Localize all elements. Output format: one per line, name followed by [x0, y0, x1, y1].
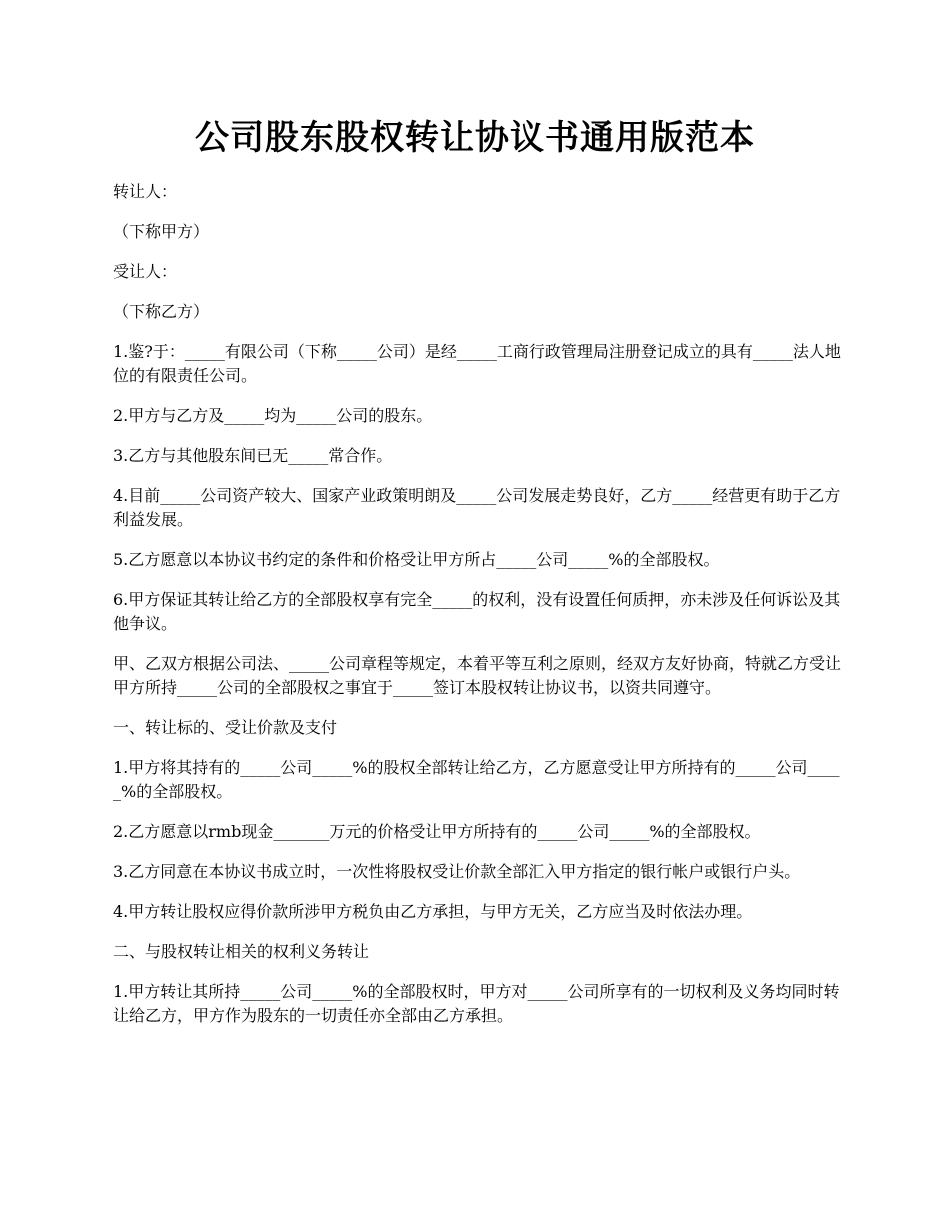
section-2-heading: 二、与股权转让相关的权利义务转让	[113, 942, 370, 961]
transferee-label: 受让人：	[113, 262, 178, 281]
document-title: 公司股东股权转让协议书通用版范本	[195, 118, 755, 158]
section-1-clause-2: 2.乙方愿意以rmb现金_______万元的价格受让甲方所持有的_____公司_____%的全部股权。	[113, 822, 761, 841]
recital-4: 4.目前_____公司资产较大、国家产业政策明朗及_____公司发展走势良好，乙方_____经营更有助于乙方利益发展。	[113, 486, 841, 529]
section-1-clause-4: 4.甲方转让股权应得价款所涉甲方税负由乙方承担，与甲方无关，乙方应当及时依法办理。	[113, 902, 753, 921]
recital-3: 3.乙方与其他股东间已无_____常合作。	[113, 446, 393, 465]
document-body	[113, 180, 850, 1044]
recital-2: 2.甲方与乙方及_____均为_____公司的股东。	[113, 406, 433, 425]
recital-5: 5.乙方愿意以本协议书约定的条件和价格受让甲方所占_____公司_____%的全部股权。	[113, 550, 720, 569]
preamble: 甲、乙双方根据公司法、_____公司章程等规定，本着平等互利之原则，经双方友好协商，特就乙方受让甲方所持_____公司的全部股权之事宜于_____签订本股权转让协议书，以资共同遵守。	[113, 654, 842, 697]
section-2-clause-1: 1.甲方转让其所持_____公司_____%的全部股权时，甲方对_____公司所享有的一切权利及义务均同时转让给乙方，甲方作为股东的一切责任亦全部由乙方承担。	[113, 982, 840, 1025]
section-1-clause-1: 1.甲方将其持有的_____公司_____%的股权全部转让给乙方，乙方愿意受让甲方所持有的_____公司_____%的全部股权。	[113, 758, 840, 801]
party-a-note: （下称甲方）	[113, 222, 210, 241]
recital-6: 6.甲方保证其转让给乙方的全部股权享有完全_____的权利，没有设置任何质押，亦未涉及任何诉讼及其他争议。	[113, 590, 841, 633]
section-1-heading: 一、转让标的、受让价款及支付	[113, 718, 338, 737]
recital-1: 1.鉴?于：_____有限公司（下称_____公司）是经_____工商行政管理局注册登记成立的具有_____法人地位的有限责任公司。	[113, 342, 841, 385]
transferor-label: 转让人：	[113, 182, 178, 201]
party-b-note: （下称乙方）	[113, 302, 210, 321]
section-1-clause-3: 3.乙方同意在本协议书成立时，一次性将股权受让价款全部汇入甲方指定的银行帐户或银行户头。	[113, 862, 801, 881]
